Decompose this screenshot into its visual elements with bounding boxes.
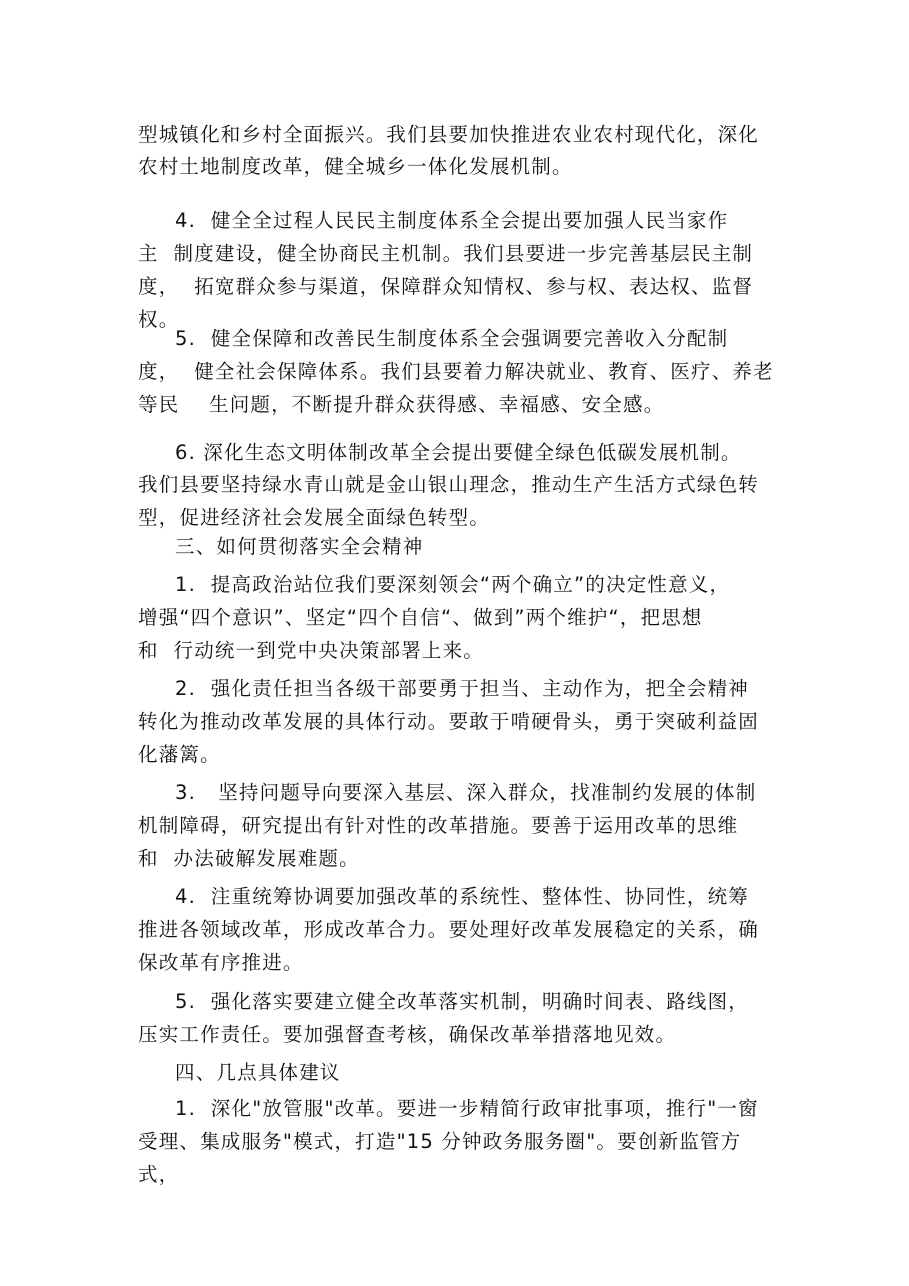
text-line: 化藩篱。 xyxy=(138,743,221,766)
text-line: 和 行动统一到党中央决策部署上来。 xyxy=(138,639,484,662)
text-line: 受理、集成服务"模式，打造"15 分钟政务服务圈"。要创新监管方 xyxy=(138,1130,742,1153)
text-line: 四、几点具体建议 xyxy=(175,1061,341,1084)
text-line: 1. 深化"放管服"改革。要进一步精简行政审批事项，推行"一窗 xyxy=(175,1097,759,1120)
text-line: 6. 深化生态文明体制改革全会提出要健全绿色低碳发展机制。 xyxy=(175,441,742,464)
text-line: 度， 拓宽群众参与渠道，保障群众知情权、参与权、表达权、监督 xyxy=(138,275,754,298)
text-line: 和 办法破解发展难题。 xyxy=(138,847,360,870)
text-line: 等民 生问题，不断提升群众获得感、幸福感、安全感。 xyxy=(138,393,665,416)
text-line: 机制障碍，研究提出有针对性的改革措施。要善于运用改革的思维 xyxy=(138,814,739,837)
text-line: 5. 健全保障和改善民生制度体系全会强调要完善收入分配制 xyxy=(175,327,729,350)
text-line: 增强“四个意识”、坚定“四个自信“、做到”两个维护“，把思想 xyxy=(138,606,703,629)
text-line: 保改革有序推进。 xyxy=(138,951,304,974)
text-line: 3. 坚持问题导向要深入基层、深入群众，找准制约发展的体制 xyxy=(175,781,757,804)
text-line: 型城镇化和乡村全面振兴。我们县要加快推进农业农村现代化，深化 xyxy=(138,123,760,146)
text-line: 推进各领域改革，形成改革合力。要处理好改革发展稳定的关系，确 xyxy=(138,918,760,941)
text-line: 度， 健全社会保障体系。我们县要着力解决就业、教育、医疗、养老 xyxy=(138,360,774,383)
text-line: 权。 xyxy=(138,308,180,331)
text-line: 三、如何贯彻落实全会精神 xyxy=(175,535,424,558)
text-line: 1. 提高政治站位我们要深刻领会“两个确立”的决定性意义， xyxy=(175,573,731,596)
text-line: 农村土地制度改革，健全城乡一体化发展机制。 xyxy=(138,155,573,178)
text-line: 式， xyxy=(138,1163,180,1186)
text-line: 5. 强化落实要建立健全改革落实机制，明确时间表、路线图， xyxy=(175,990,750,1013)
text-line: 4. 健全全过程人民民主制度体系全会提出要加强人民当家作 xyxy=(175,209,729,232)
text-line: 型，促进经济社会发展全面绿色转型。 xyxy=(138,506,490,529)
text-line: 压实工作责任。要加强督查考核，确保改革举措落地见效。 xyxy=(138,1023,677,1046)
text-line: 2. 强化责任担当各级干部要勇于担当、主动作为，把全会精神 xyxy=(175,677,750,700)
text-line: 转化为推动改革发展的具体行动。要敢于啃硬骨头，勇于突破利益固 xyxy=(138,710,760,733)
text-line: 4. 注重统筹协调要加强改革的系统性、整体性、协同性，统筹 xyxy=(175,885,750,908)
text-line: 主 制度建设，健全协商民主机制。我们县要进一步完善基层民主制 xyxy=(138,242,754,265)
text-line: 我们县要坚持绿水青山就是金山银山理念，推动生产生活方式绿色转 xyxy=(138,473,760,496)
